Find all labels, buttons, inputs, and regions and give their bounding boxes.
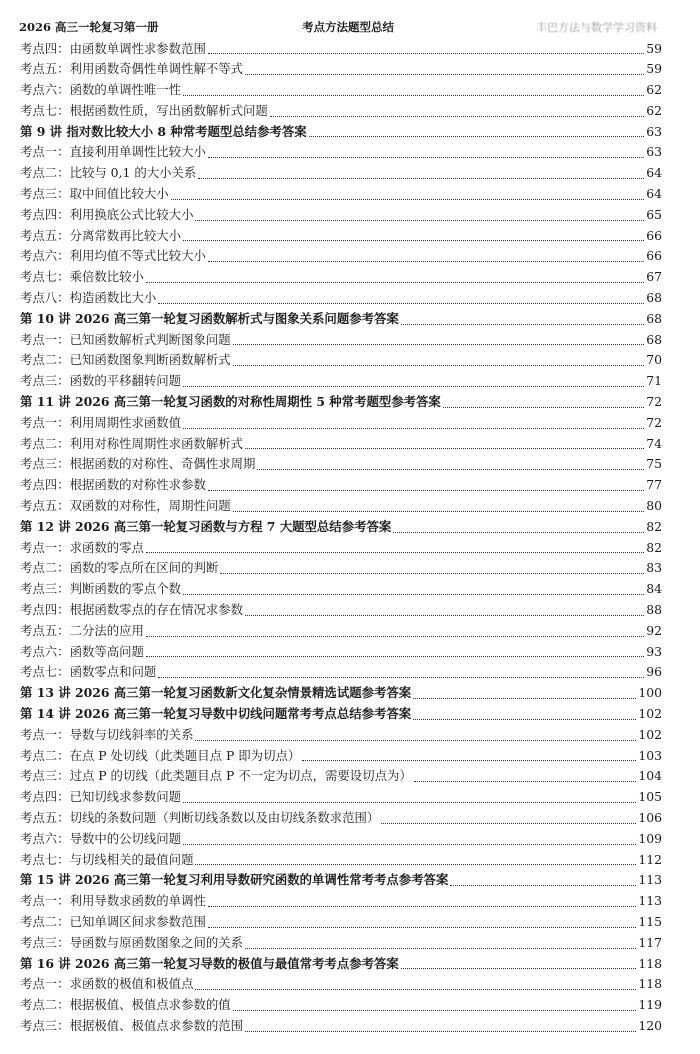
toc-item-row[interactable] [20,974,662,995]
table-of-contents [20,39,662,1037]
toc-item-row[interactable] [20,454,662,475]
toc-entry-text: 函数的单调性唯一性 [69,82,182,98]
toc-page-number: 70 [646,352,662,368]
toc-dot-leader [208,157,644,158]
toc-entry-text: 由函数单调性求参数范围 [69,40,206,56]
toc-dot-leader [195,220,644,221]
toc-entry-label: 考点一： [20,331,70,347]
toc-item-row[interactable] [20,226,662,247]
toc-item-row[interactable] [20,642,662,663]
toc-entry-title [20,371,181,392]
toc-page-number: 88 [646,602,662,618]
toc-page-number: 117 [638,934,662,950]
toc-dot-leader [220,573,644,574]
toc-entry-text: 乘倍数比较小 [69,269,144,285]
toc-entry-text: 根据函数性质，写出函数解析式问题 [69,102,268,118]
toc-entry-title [20,662,156,683]
toc-dot-leader [245,615,644,616]
toc-entry-text: 函数零点和问题 [69,664,157,680]
toc-entry-title [20,995,231,1016]
toc-entry-text: 根据函数的对称性、奇偶性求周期 [69,456,256,472]
toc-page-number: 71 [646,373,662,389]
toc-entry-label: 考点四： [20,789,70,805]
toc-entry-label: 第 15 讲 [20,872,71,888]
toc-dot-leader [443,407,644,408]
toc-entry-label: 考点一： [20,976,70,992]
toc-dot-leader [208,490,644,491]
toc-dot-leader [183,594,644,595]
toc-dot-leader [257,469,644,470]
toc-item-row[interactable] [20,142,662,163]
toc-entry-label: 考点四： [20,477,70,493]
toc-entry-title [20,246,206,267]
toc-entry-text: 构造函数比大小 [69,290,157,306]
toc-dot-leader [208,53,644,54]
toc-entry-title [20,475,206,496]
toc-entry-label: 考点二： [20,913,70,929]
toc-dot-leader [233,511,645,512]
toc-entry-text: 已知单调区间求参数范围 [69,913,206,929]
toc-entry-label: 考点四： [20,40,70,56]
toc-entry-text: 函数等高问题 [69,643,144,659]
toc-entry-text: 已知函数图象判断函数解析式 [69,352,231,368]
toc-entry-title [20,101,268,122]
toc-entry-label: 考点七： [20,269,70,285]
toc-page-number: 77 [646,477,662,493]
toc-entry-label: 考点三： [20,1017,70,1033]
toc-page-number: 68 [646,331,662,347]
toc-item-row[interactable] [20,725,662,746]
toc-item-row[interactable] [20,912,662,933]
toc-item-row[interactable] [20,184,662,205]
toc-dot-leader [245,74,644,75]
toc-entry-title [20,413,181,434]
toc-page-number: 113 [638,893,662,909]
toc-entry-text: 直接利用单调性比较大小 [69,144,206,160]
toc-item-row[interactable] [20,413,662,434]
toc-page-number: 115 [638,913,662,929]
toc-entry-text: 函数的平移翻转问题 [69,373,182,389]
toc-dot-leader [381,823,636,824]
toc-dot-leader [195,864,636,865]
toc-entry-title [20,163,196,184]
toc-entry-label: 考点三： [20,186,70,202]
toc-item-row[interactable] [20,600,662,621]
toc-entry-title [20,122,307,143]
toc-entry-label: 第 16 讲 [20,955,71,971]
toc-entry-text: 2026 高三第一轮复习函数解析式与图象关系问题参考答案 [74,310,399,326]
toc-dot-leader [183,802,636,803]
toc-dot-leader [208,927,636,928]
toc-entry-title [20,954,399,975]
toc-entry-title [20,142,206,163]
toc-entry-text: 双函数的对称性，周期性问题 [69,498,231,514]
toc-item-row[interactable] [20,621,662,642]
toc-entry-text: 在点 P 处切线（此类题目点 P 即为切点） [69,747,301,763]
toc-entry-title [20,205,193,226]
toc-entry-label: 考点八： [20,290,70,306]
toc-page-number: 84 [646,581,662,597]
toc-entry-label: 考点一： [20,414,70,430]
toc-entry-label: 第 14 讲 [20,706,71,721]
toc-chapter-row[interactable] [20,870,662,891]
toc-entry-text: 导数中的公切线问题 [69,830,182,846]
toc-item-row[interactable] [20,59,662,80]
toc-entry-title [20,226,181,247]
toc-dot-leader [414,781,637,782]
toc-entry-label: 考点三： [20,934,70,950]
toc-entry-label: 第 9 讲 [20,123,63,139]
toc-item-row[interactable] [20,662,662,683]
toc-chapter-row[interactable] [20,954,662,975]
toc-page-number: 67 [646,269,662,285]
toc-dot-leader [171,199,645,200]
toc-entry-text: 分离常数再比较大小 [69,227,182,243]
toc-entry-title [20,725,193,746]
toc-page-number: 102 [638,726,662,742]
toc-entry-text: 指对数比较大小 8 种常考题型总结参考答案 [66,123,307,139]
toc-page-number: 66 [646,227,662,243]
toc-entry-text: 已知函数解析式判断图象问题 [69,331,231,347]
toc-item-row[interactable] [20,995,662,1016]
header-section-title: 考点方法题型总结 [302,20,394,34]
toc-entry-label: 考点一： [20,893,70,909]
toc-entry-title [20,350,231,371]
toc-dot-leader [413,719,636,720]
toc-item-row[interactable] [20,766,662,787]
toc-page-number: 106 [638,809,662,825]
toc-item-row[interactable] [20,538,662,559]
toc-entry-title [20,267,144,288]
toc-entry-title [20,766,412,787]
toc-page-number: 102 [638,706,662,721]
toc-entry-label: 考点二： [20,165,70,181]
toc-entry-text: 利用函数奇偶性单调性解不等式 [69,61,244,77]
toc-item-row[interactable] [20,267,662,288]
toc-dot-leader [198,178,644,179]
toc-chapter-row[interactable] [20,122,662,143]
toc-item-row[interactable] [20,850,662,871]
toc-entry-label: 考点三： [20,768,70,784]
toc-dot-leader [302,760,636,761]
toc-entry-label: 考点五： [20,498,70,514]
toc-entry-label: 考点四： [20,602,70,618]
toc-entry-label: 考点七： [20,664,70,680]
toc-entry-label: 考点二： [20,997,70,1013]
toc-entry-text: 利用换底公式比较大小 [69,206,194,222]
toc-entry-title [20,517,391,538]
toc-entry-label: 第 12 讲 [20,518,71,534]
toc-entry-label: 第 13 讲 [20,685,71,701]
toc-entry-title [20,454,255,475]
toc-entry-title [20,538,144,559]
toc-entry-label: 考点五： [20,227,70,243]
toc-dot-leader [158,303,644,304]
toc-entry-label: 考点一： [20,726,70,742]
toc-dot-leader [401,968,637,969]
toc-entry-text: 导数与切线斜率的关系 [69,726,194,742]
toc-page-number: 93 [646,643,662,659]
toc-item-row[interactable] [20,205,662,226]
toc-page-number: 62 [646,82,662,98]
toc-entry-text: 切线的条数问题（判断切线条数以及由切线条数求范围） [69,809,380,825]
toc-entry-label: 考点一： [20,539,70,555]
toc-entry-label: 第 10 讲 [20,310,71,326]
toc-dot-leader [208,906,636,907]
toc-entry-title [20,787,181,808]
toc-page-number: 64 [646,165,662,181]
toc-item-row[interactable] [20,163,662,184]
toc-entry-title [20,330,231,351]
toc-dot-leader [146,552,644,553]
toc-item-row[interactable] [20,579,662,600]
toc-entry-label: 考点三： [20,581,70,597]
toc-entry-text: 二分法的应用 [69,622,144,638]
toc-page-number: 63 [646,123,662,139]
toc-entry-label: 考点七： [20,851,70,867]
toc-entry-label: 考点二： [20,747,70,763]
toc-page-number: 113 [638,872,662,888]
toc-entry-text: 2026 高三第一轮复习导数的极值与最值常考考点参考答案 [74,955,399,971]
toc-dot-leader [183,428,644,429]
toc-dot-leader [245,1031,636,1032]
toc-dot-leader [195,740,636,741]
toc-page-number: 118 [638,955,662,971]
toc-dot-leader [146,656,644,657]
toc-dot-leader [401,324,644,325]
toc-entry-text: 2026 高三第一轮复习导数中切线问题常考考点总结参考答案 [74,706,412,721]
toc-item-row[interactable] [20,39,662,60]
toc-page-number: 66 [646,248,662,264]
toc-page-number: 112 [638,851,662,867]
toc-entry-title [20,933,243,954]
toc-entry-label: 考点四： [20,206,70,222]
toc-entry-text: 根据函数的对称性求参数 [69,477,206,493]
toc-entry-text: 导函数与原函数图象之间的关系 [69,934,244,950]
toc-entry-text: 比较与 0,1 的大小关系 [69,165,197,181]
toc-entry-label: 考点六： [20,82,70,98]
header-watermark-text: 丰巴方法与数学学习资料 [536,21,657,34]
toc-chapter-row[interactable] [20,517,662,538]
toc-page-number: 82 [646,518,662,534]
toc-item-row[interactable] [20,101,662,122]
toc-chapter-row[interactable] [20,309,662,330]
toc-item-row[interactable] [20,350,662,371]
toc-dot-leader [146,282,644,283]
toc-page-number: 103 [638,747,662,763]
toc-page-number: 63 [646,144,662,160]
toc-entry-text: 2026 高三第一轮复习函数新文化复杂情景精选试题参考答案 [74,685,412,701]
toc-item-row[interactable] [20,558,662,579]
toc-page-number: 59 [646,61,662,77]
toc-dot-leader [233,344,645,345]
toc-dot-leader [245,948,636,949]
page-header [0,0,700,36]
toc-item-row[interactable] [20,746,662,767]
toc-dot-leader [208,261,644,262]
toc-entry-title [20,496,231,517]
toc-entry-title [20,39,206,60]
toc-entry-label: 考点五： [20,622,70,638]
toc-entry-title [20,683,411,704]
toc-entry-text: 利用对称性周期性求函数解析式 [69,435,244,451]
toc-page-number: 83 [646,560,662,576]
toc-page-number: 59 [646,40,662,56]
toc-item-row[interactable] [20,808,662,829]
toc-entry-label: 考点一： [20,144,70,160]
toc-chapter-row[interactable] [20,392,662,413]
toc-entry-label: 考点二： [20,435,70,451]
toc-entry-title [20,392,441,413]
toc-dot-leader [183,844,636,845]
toc-entry-title [20,59,243,80]
toc-entry-title [20,309,399,330]
toc-entry-text: 利用导数求函数的单调性 [69,893,206,909]
toc-entry-label: 考点二： [20,352,70,368]
toc-entry-title [20,704,411,725]
toc-item-row[interactable] [20,1016,662,1037]
toc-page-number: 74 [646,435,662,451]
toc-dot-leader [233,1010,637,1011]
toc-entry-label: 考点五： [20,809,70,825]
toc-item-row[interactable] [20,891,662,912]
toc-page-number: 72 [646,394,662,410]
toc-entry-label: 第 11 讲 [20,394,71,410]
toc-page-number: 109 [638,830,662,846]
toc-entry-text: 2026 高三第一轮复习利用导数研究函数的单调性常考考点参考答案 [74,872,449,888]
toc-dot-leader [146,636,644,637]
toc-entry-text: 利用周期性求函数值 [69,414,182,430]
toc-page-number: 105 [638,789,662,805]
toc-entry-title [20,579,181,600]
toc-item-row[interactable] [20,496,662,517]
toc-page-number: 72 [646,414,662,430]
toc-entry-title [20,80,181,101]
toc-entry-label: 考点七： [20,102,70,118]
toc-dot-leader [245,448,644,449]
toc-item-row[interactable] [20,829,662,850]
toc-entry-text: 求函数的极值和极值点 [69,976,194,992]
toc-entry-title [20,558,218,579]
toc-entry-title [20,434,243,455]
toc-item-row[interactable] [20,330,662,351]
toc-entry-title [20,1016,243,1037]
toc-entry-label: 考点五： [20,61,70,77]
toc-dot-leader [183,240,644,241]
toc-item-row[interactable] [20,288,662,309]
toc-entry-title [20,288,156,309]
toc-entry-text: 取中间值比较大小 [69,186,169,202]
toc-dot-leader [158,677,644,678]
toc-entry-title [20,891,206,912]
header-book-title: 2026 高三一轮复习第一册 [19,20,159,34]
toc-item-row[interactable] [20,80,662,101]
toc-dot-leader [309,136,645,137]
toc-chapter-row[interactable] [20,683,662,704]
toc-dot-leader [393,532,644,533]
toc-item-row[interactable] [20,434,662,455]
toc-entry-label: 考点六： [20,643,70,659]
toc-dot-leader [270,116,644,117]
toc-entry-title [20,621,144,642]
toc-item-row[interactable] [20,933,662,954]
toc-entry-title [20,600,243,621]
toc-page-number: 100 [638,685,662,701]
toc-entry-title [20,912,206,933]
toc-entry-title [20,808,379,829]
toc-page-number: 68 [646,310,662,326]
toc-entry-text: 2026 高三第一轮复习函数的对称性周期性 5 种常考题型参考答案 [74,394,441,410]
toc-dot-leader [183,386,644,387]
toc-dot-leader [183,95,644,96]
toc-page-number: 92 [646,622,662,638]
toc-entry-text: 函数的零点所在区间的判断 [69,560,219,576]
toc-entry-label: 考点六： [20,248,70,264]
toc-page-number: 119 [638,997,662,1013]
toc-entry-text: 根据极值、极值点求参数的值 [69,997,231,1013]
toc-entry-title [20,870,448,891]
toc-page-number: 65 [646,206,662,222]
toc-chapter-row[interactable] [20,704,662,725]
toc-page-number: 104 [638,768,662,784]
toc-entry-text: 根据极值、极值点求参数的范围 [69,1017,244,1033]
toc-entry-text: 已知切线求参数问题 [69,789,182,805]
toc-page-number: 80 [646,498,662,514]
toc-page-number: 120 [638,1017,662,1033]
toc-item-row[interactable] [20,246,662,267]
toc-dot-leader [233,365,645,366]
toc-item-row[interactable] [20,475,662,496]
toc-entry-label: 考点三： [20,456,70,472]
toc-entry-title [20,642,144,663]
toc-entry-label: 考点六： [20,830,70,846]
toc-entry-text: 过点 P 的切线（此类题目点 P 不一定为切点，需要设切点为） [69,768,412,784]
toc-entry-text: 与切线相关的最值问题 [69,851,194,867]
toc-page-number: 118 [638,976,662,992]
toc-entry-label: 考点二： [20,560,70,576]
toc-entry-title [20,184,169,205]
toc-entry-text: 求函数的零点 [69,539,144,555]
toc-item-row[interactable] [20,787,662,808]
toc-page-number: 96 [646,664,662,680]
toc-entry-label: 考点三： [20,373,70,389]
toc-page-number: 64 [646,186,662,202]
toc-entry-title [20,974,193,995]
toc-entry-title [20,829,181,850]
toc-dot-leader [413,698,636,699]
toc-entry-title [20,746,300,767]
toc-entry-text: 判断函数的零点个数 [69,581,182,597]
toc-dot-leader [450,885,636,886]
toc-page-number: 75 [646,456,662,472]
toc-page-number: 68 [646,290,662,306]
toc-item-row[interactable] [20,371,662,392]
toc-page-number: 82 [646,539,662,555]
toc-entry-text: 利用均值不等式比较大小 [69,248,206,264]
toc-page-number: 62 [646,102,662,118]
toc-entry-title [20,850,193,871]
toc-entry-text: 2026 高三第一轮复习函数与方程 7 大题型总结参考答案 [74,518,392,534]
toc-entry-text: 根据函数零点的存在情况求参数 [69,602,244,618]
toc-dot-leader [195,989,636,990]
